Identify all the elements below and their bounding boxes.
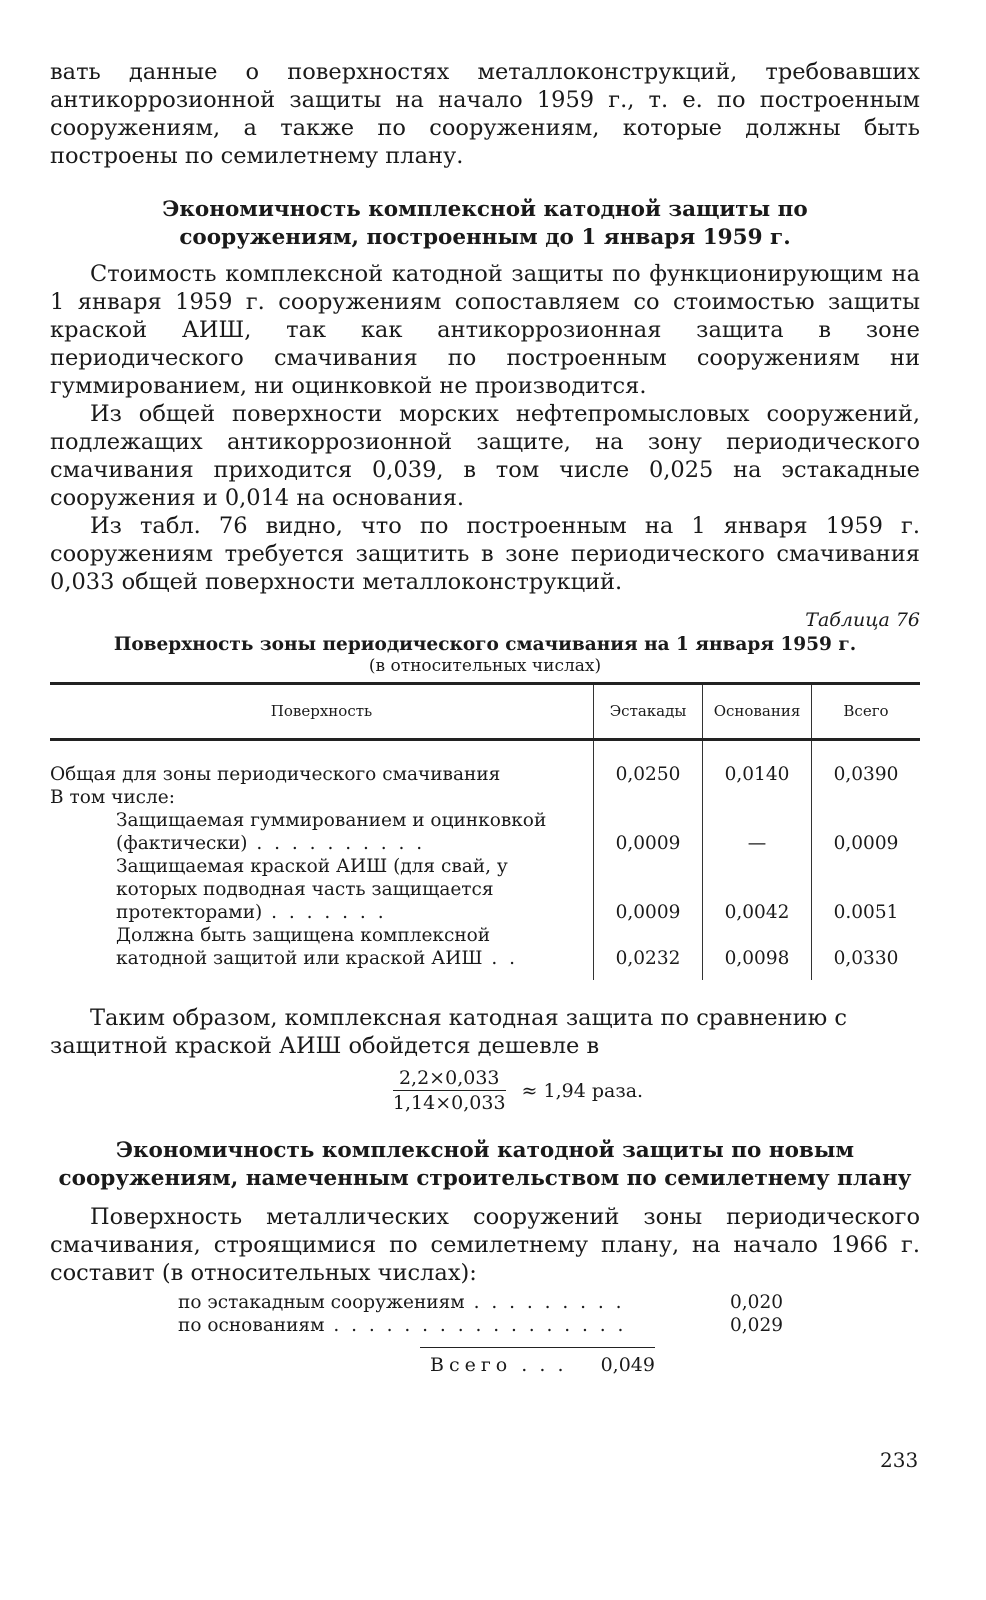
cell-osnovaniya: 0,0042	[703, 855, 812, 924]
cell-osnovaniya: —	[703, 809, 812, 855]
row-label: Общая для зоны периодического смачивания	[50, 764, 501, 785]
header-osnovaniya: Основания	[703, 684, 812, 740]
table-row	[50, 740, 920, 787]
section1-heading: Экономичность комплексной катодной защиты по сооружениям, построенным до 1 января 1959 г.	[162, 197, 808, 250]
section1-paragraph-1: Стоимость комплексной катодной защиты по функционирующим на 1 января 1959 г. сооружениям сопоставляем со стоимостью защиты краской АИШ, так как антикоррозионная защита в зоне периодического смачивания по построенным сооружениям ни гуммированием, ни оцинковкой не производится.	[50, 261, 920, 399]
formula-denominator: 1,14×0,033	[392, 1092, 506, 1114]
list-item: по эстакадным сооружениям . . . . . . . . . 0,020	[178, 1292, 783, 1313]
table-subtitle: (в относительных числах)	[368, 656, 602, 676]
page-number: 233	[880, 1448, 919, 1472]
row-label: В том числе:	[50, 787, 175, 808]
cell-vsego	[812, 786, 921, 809]
cell-osnovaniya	[703, 786, 812, 809]
section2-heading: Экономичность комплексной катодной защиты по новым сооружениям, намеченным строительством по семилетнему плану	[58, 1138, 912, 1191]
page-content	[50, 58, 920, 1376]
row-label: Защищаемая гуммированием и оцинковкой (фактически) . . . . . . . . . .	[116, 810, 547, 854]
fraction	[387, 1066, 512, 1115]
cell-vsego: 0.0051	[812, 855, 921, 924]
table-row	[50, 924, 920, 980]
cell-osnovaniya: 0,0140	[703, 740, 812, 787]
cell-estakady	[594, 786, 703, 809]
table-row	[50, 855, 920, 924]
surface-table	[50, 682, 920, 980]
list-item-value: 0,020	[730, 1292, 783, 1313]
header-surface: Поверхность	[50, 684, 594, 740]
section2-paragraph: Поверхность металлических сооружений зоны периодического смачивания, строящимися по семилетнему плану, на начало 1966 г. составит (в относительных числах):	[50, 1204, 920, 1286]
list-item-label: по эстакадным сооружениям	[178, 1292, 465, 1313]
surface-list	[178, 1291, 783, 1337]
conclusion-paragraph: Таким образом, комплексная катодная защита по сравнению с защитной краской АИШ обойдется дешевле в	[50, 1005, 847, 1059]
table-row	[50, 809, 920, 855]
cell-estakady: 0,0250	[594, 740, 703, 787]
intro-paragraph: вать данные о поверхностях металлоконструкций, требовавших антикоррозионной защиты на начало 1959 г., т. е. по построенным сооружениям, а также по сооружениям, которые должны быть построены по семилетнему плану.	[50, 59, 920, 169]
cell-estakady: 0,0009	[594, 809, 703, 855]
list-item-label: по основаниям	[178, 1315, 325, 1336]
row-label-text: Защищаемая гуммированием и оцинковкой (фактически)	[116, 810, 547, 854]
cell-vsego: 0,0330	[812, 924, 921, 980]
row-label-text: Должна быть защищена комплексной катодной защитой или краской АИШ	[116, 925, 491, 969]
section1-paragraph-2: Из общей поверхности морских нефтепромысловых сооружений, подлежащих антикоррозионной защите, на зону периодического смачивания приходится 0,039, в том числе 0,025 на эстакадные сооружения и 0,014 на основания.	[50, 401, 920, 511]
ratio-formula	[110, 1066, 920, 1115]
table-title: Поверхность зоны периодического смачивания на 1 января 1959 г.	[113, 634, 857, 655]
total-value: 0,049	[600, 1354, 655, 1376]
header-estakady: Эстакады	[594, 684, 703, 740]
list-item-value: 0,029	[730, 1315, 783, 1336]
formula-result: ≈ 1,94 раза.	[521, 1079, 644, 1102]
header-vsego: Всего	[812, 684, 921, 740]
section1-paragraph-3: Из табл. 76 видно, что по построенным на 1 января 1959 г. сооружениям требуется защитить в зоне периодического смачивания 0,033 общей поверхности металлоконструкций.	[50, 513, 920, 595]
formula-numerator: 2,2×0,033	[393, 1066, 506, 1091]
cell-estakady: 0,0009	[594, 855, 703, 924]
total-label: Всего	[430, 1354, 513, 1376]
table-number: Таблица 76	[805, 609, 920, 631]
table-row	[50, 786, 920, 809]
row-label: Защищаемая краской АИШ (для свай, у которых подводная часть защищается протекторами) . . . . . . .	[116, 856, 508, 923]
cell-osnovaniya: 0,0098	[703, 924, 812, 980]
cell-vsego: 0,0390	[812, 740, 921, 787]
total-row: Всего . . . 0,049	[430, 1354, 655, 1376]
row-label: Должна быть защищена комплексной катодной защитой или краской АИШ . .	[116, 925, 519, 969]
row-label-text: Защищаемая краской АИШ (для свай, у которых подводная часть защищается протекторами)	[116, 856, 508, 923]
cell-estakady: 0,0232	[594, 924, 703, 980]
cell-vsego: 0,0009	[812, 809, 921, 855]
list-item: по основаниям . . . . . . . . . . . . . . . . . 0,029	[178, 1315, 783, 1336]
